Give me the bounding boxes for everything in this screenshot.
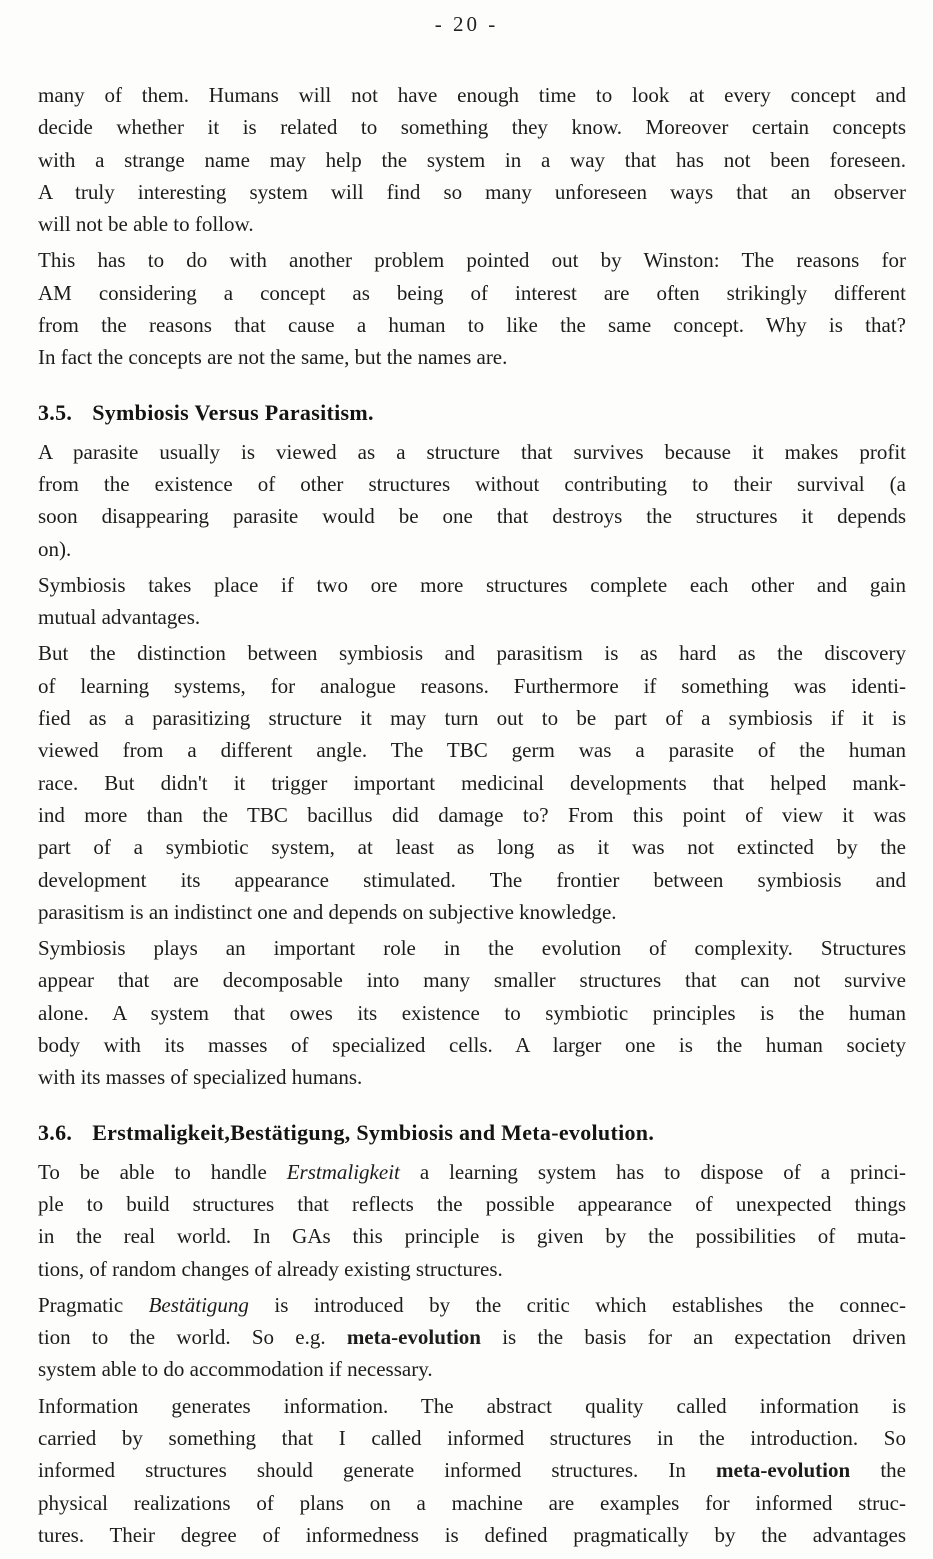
text-line bbox=[38, 1353, 906, 1385]
text-segment: is the basis for an expectation driven bbox=[480, 1325, 907, 1350]
text-line bbox=[38, 244, 906, 276]
paragraph bbox=[38, 569, 906, 634]
text-line bbox=[38, 500, 906, 532]
paragraph bbox=[38, 79, 906, 240]
text-line bbox=[38, 533, 906, 565]
section-heading-number: 3.6. bbox=[38, 1119, 73, 1145]
text-line bbox=[38, 1390, 906, 1422]
text-segment: tion to the world. So e.g. bbox=[38, 1325, 347, 1350]
text-segment: race. But didn't it trigger important medicinal developments that helped mank- bbox=[38, 770, 906, 795]
text-line bbox=[38, 997, 906, 1029]
text-line bbox=[38, 436, 906, 468]
text-line bbox=[38, 1061, 906, 1093]
emphasis-bold: meta-evolution bbox=[716, 1458, 851, 1483]
paragraph bbox=[38, 244, 906, 373]
text-segment: many of them. Humans will not have enough time to look at every concept and bbox=[38, 83, 906, 107]
text-segment: Symbiosis takes place if two ore more structures complete each other and gain bbox=[38, 572, 906, 597]
text-segment: development its appearance stimulated. The frontier between symbiosis and bbox=[38, 867, 906, 892]
text-segment: tures. Their degree of informedness is defined pragmatically by the advantages bbox=[38, 1522, 906, 1547]
section-heading bbox=[38, 396, 906, 430]
text-line bbox=[38, 1487, 906, 1519]
text-segment: informed structures should generate informed structures. In bbox=[38, 1458, 717, 1483]
text-line bbox=[38, 309, 906, 341]
paragraph bbox=[38, 637, 906, 928]
text-line bbox=[38, 702, 906, 734]
text-segment: part of a symbiotic system, at least as long as it was not extincted by the bbox=[38, 835, 906, 860]
text-line bbox=[38, 637, 906, 669]
text-segment: parasitism is an indistinct one and depends on subjective knowledge. bbox=[38, 899, 617, 924]
text-segment: ple to build structures that reflects the possible appearance of unexpected things bbox=[38, 1191, 906, 1216]
text-segment: viewed from a different angle. The TBC germ was a parasite of the human bbox=[38, 738, 906, 763]
text-line bbox=[38, 1289, 906, 1321]
text-segment: To be able to handle bbox=[38, 1159, 287, 1184]
text-line bbox=[38, 1188, 906, 1220]
text-line bbox=[38, 1253, 906, 1285]
text-line bbox=[38, 208, 906, 240]
text-line bbox=[38, 767, 906, 799]
text-segment: from the existence of other structures without contributing to their survival (a bbox=[38, 471, 906, 496]
text-segment: system able to do accommodation if necessary. bbox=[38, 1357, 433, 1382]
text-segment: the bbox=[850, 1458, 906, 1483]
text-segment: Symbiosis plays an important role in the evolution of complexity. Structures bbox=[38, 936, 906, 961]
text-line bbox=[38, 670, 906, 702]
text-segment: from the reasons that cause a human to like the same concept. Why is that? bbox=[38, 313, 906, 338]
paragraph bbox=[38, 1156, 906, 1285]
text-line bbox=[38, 176, 906, 208]
text-line bbox=[38, 569, 906, 601]
text-segment: decide whether it is related to something they know. Moreover certain concepts bbox=[38, 115, 906, 140]
text-line bbox=[38, 734, 906, 766]
text-segment: This has to do with another problem pointed out by Winston: The reasons for bbox=[38, 248, 906, 273]
text-segment: tions, of random changes of already existing structures. bbox=[38, 1256, 503, 1281]
text-line bbox=[38, 79, 906, 111]
section-heading bbox=[38, 1116, 906, 1150]
emphasis-italic: Bestätigung bbox=[148, 1292, 249, 1317]
text-segment: In fact the concepts are not the same, but the names are. bbox=[38, 345, 508, 370]
text-line bbox=[38, 341, 906, 373]
emphasis-bold: meta-evolution bbox=[346, 1325, 481, 1350]
text-segment: physical realizations of plans on a machine are examples for informed struc- bbox=[38, 1490, 906, 1515]
text-line bbox=[38, 601, 906, 633]
text-segment: Pragmatic bbox=[38, 1292, 149, 1317]
text-segment: alone. A system that owes its existence to symbiotic principles is the human bbox=[38, 1000, 906, 1025]
paragraph bbox=[38, 1289, 906, 1386]
text-segment: mutual advantages. bbox=[38, 605, 201, 630]
text-segment: appear that are decomposable into many smaller structures that can not survive bbox=[38, 968, 906, 993]
text-line bbox=[38, 468, 906, 500]
text-line bbox=[38, 277, 906, 309]
text-segment: in the real world. In GAs this principle is given by the possibilities of muta- bbox=[38, 1224, 906, 1249]
text-segment: is introduced by the critic which establishes the connec- bbox=[248, 1292, 906, 1317]
text-line bbox=[38, 831, 906, 863]
text-line bbox=[38, 1454, 906, 1486]
text-segment: a learning system has to dispose of a princi- bbox=[399, 1159, 906, 1184]
text-line bbox=[38, 1422, 906, 1454]
text-line bbox=[38, 1220, 906, 1252]
text-line bbox=[38, 1321, 906, 1353]
text-segment: body with its masses of specialized cells. A larger one is the human society bbox=[38, 1033, 906, 1058]
text-segment: will not be able to follow. bbox=[38, 212, 254, 237]
text-segment: carried by something that I called informed structures in the introduction. So bbox=[38, 1425, 906, 1450]
section-heading-title: Symbiosis Versus Parasitism. bbox=[92, 399, 374, 425]
text-segment: A truly interesting system will find so many unforeseen ways that an observer bbox=[38, 179, 906, 204]
text-line bbox=[38, 896, 906, 928]
section-heading-title: Erstmaligkeit,Bestätigung, Symbiosis and Meta-evolution. bbox=[92, 1119, 655, 1145]
text-segment: on). bbox=[38, 536, 72, 561]
text-segment: with a strange name may help the system in a way that has not been foreseen. bbox=[38, 147, 906, 172]
text-line bbox=[38, 932, 906, 964]
text-line bbox=[38, 1029, 906, 1061]
text-line bbox=[38, 964, 906, 996]
text-segment: AM considering a concept as being of interest are often strikingly different bbox=[38, 280, 906, 305]
page-body bbox=[38, 79, 906, 1555]
paragraph bbox=[38, 932, 906, 1093]
paragraph bbox=[38, 436, 906, 565]
text-line bbox=[38, 799, 906, 831]
paragraph bbox=[38, 1390, 906, 1551]
text-line bbox=[38, 111, 906, 143]
text-line bbox=[38, 1156, 906, 1188]
text-line bbox=[38, 1519, 906, 1551]
text-segment: with its masses of specialized humans. bbox=[38, 1065, 363, 1090]
page-number: - 20 - bbox=[434, 12, 499, 36]
text-segment: of learning systems, for analogue reasons. Furthermore if something was identi- bbox=[38, 673, 906, 698]
text-segment: But the distinction between symbiosis and parasitism is as hard as the discovery bbox=[38, 641, 906, 666]
text-segment: A parasite usually is viewed as a structure that survives because it makes profit bbox=[38, 439, 906, 464]
text-segment: soon disappearing parasite would be one that destroys the structures it depends bbox=[38, 504, 906, 529]
text-segment: ind more than the TBC bacillus did damage to? From this point of view it was bbox=[38, 802, 906, 827]
text-line bbox=[38, 144, 906, 176]
text-segment: fied as a parasitizing structure it may turn out to be part of a symbiosis if it is bbox=[38, 706, 906, 731]
text-line bbox=[38, 864, 906, 896]
section-heading-number: 3.5. bbox=[38, 399, 73, 425]
emphasis-italic: Erstmaligkeit bbox=[286, 1159, 400, 1184]
text-segment: Information generates information. The abstract quality called information is bbox=[38, 1393, 906, 1418]
